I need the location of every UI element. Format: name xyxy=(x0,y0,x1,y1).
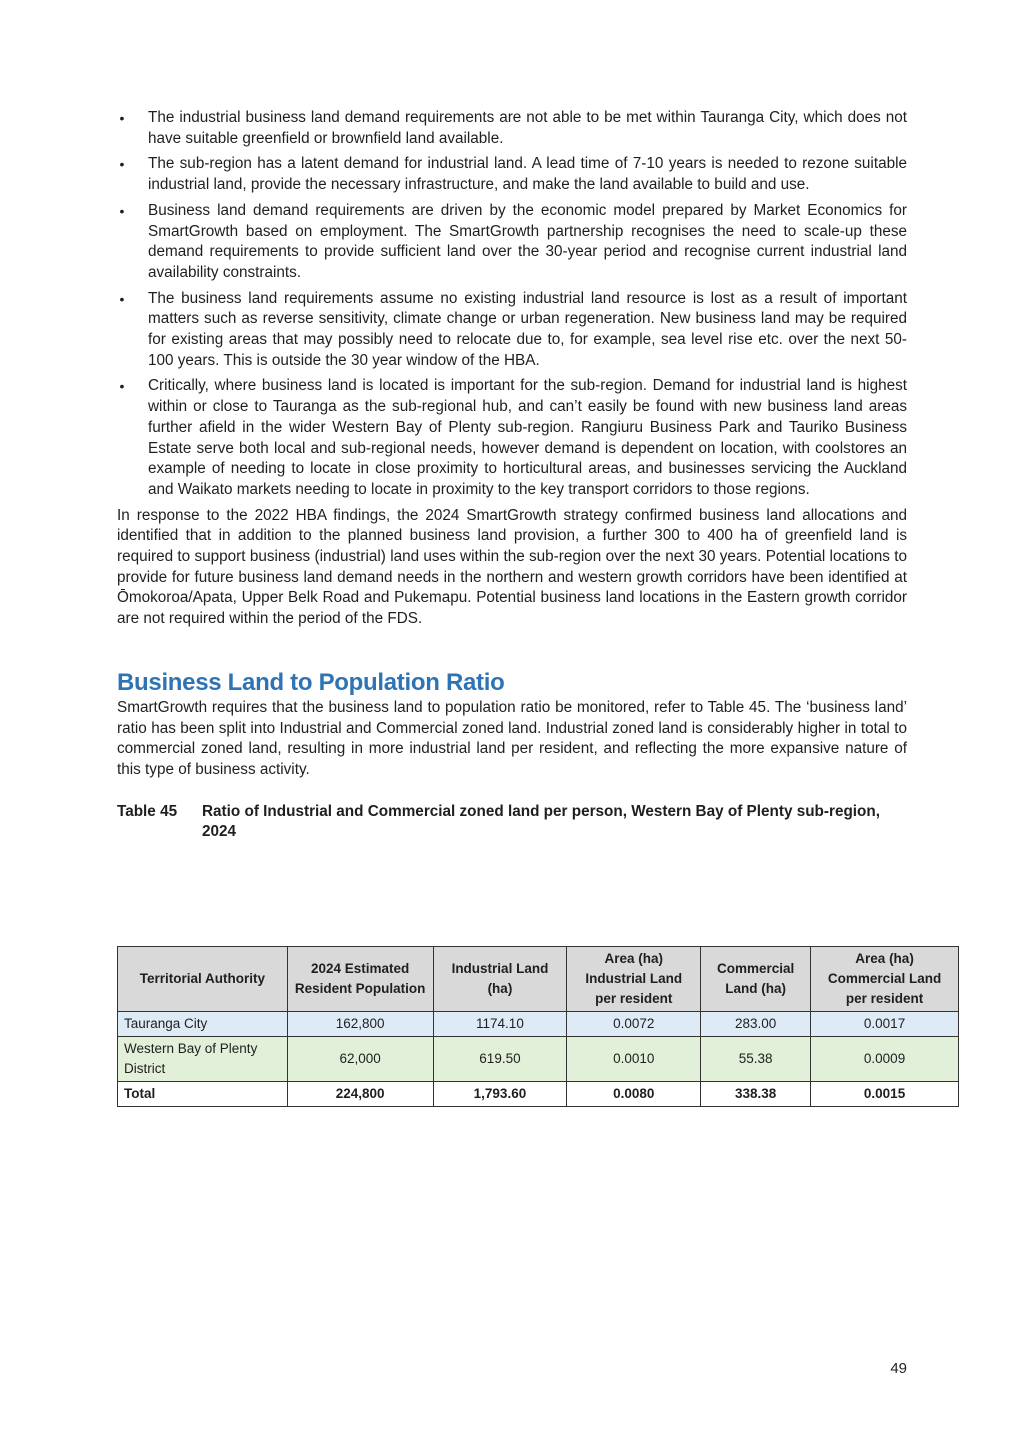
bullet-icon: • xyxy=(119,110,125,126)
bullet-icon: • xyxy=(119,156,125,173)
bullet-item xyxy=(117,154,907,195)
bullet-item xyxy=(117,201,907,284)
cell-commercial-land: 338.38 xyxy=(701,1082,811,1107)
bullet-text: The business land requirements assume no existing industrial land resource is lost as a result of important matters such as reverse sensitivity, climate change or urban regeneration. New business land may be required for existing areas that may possibly need to relocate due to, for example, sea level rise etc. over the next 50-100 years. This is outside the 30 year window of the HBA. xyxy=(148,289,907,369)
bullet-icon: • xyxy=(119,202,125,219)
bullet-text: The sub-region has a latent demand for industrial land. A lead time of 7-10 years is needed to rezone suitable industrial land, provide the necessary infrastructure, and make the land available to build and use. xyxy=(148,155,907,194)
table-header-row xyxy=(118,947,959,1012)
header-industrial-per-resident: Area (ha) Industrial Land per resident xyxy=(567,947,701,1012)
bullet-icon: • xyxy=(119,378,125,395)
cell-industrial-land: 1174.10 xyxy=(433,1012,567,1037)
cell-commercial-ratio: 0.0009 xyxy=(811,1037,959,1082)
body-paragraph: SmartGrowth requires that the business land to population ratio be monitored, refer to Table 45. The ‘business land’ ratio has been split into Industrial and Commercial zoned land. Industrial zoned land is considerably higher in total to commercial zoned land, resulting in more industrial land per resident, and reflecting the more expansive nature of this type of business activity. xyxy=(117,698,907,778)
land-ratio-table xyxy=(117,946,959,1107)
header-industrial-land: Industrial Land (ha) xyxy=(433,947,567,1012)
cell-population: 162,800 xyxy=(287,1012,433,1037)
bullet-list xyxy=(117,108,907,501)
cell-authority: Total xyxy=(118,1082,288,1107)
table-caption-title: Ratio of Industrial and Commercial zoned land per person, Western Bay of Plenty sub-region, 2024 xyxy=(202,802,880,840)
table-caption xyxy=(117,802,907,842)
bullet-text: Critically, where business land is located is important for the sub-region. Demand for industrial land is highest within or close to Tauranga as the sub-regional hub, and can’t easily be found with new business land areas further afield in the wider Western Bay of Plenty sub-region. Rangiuru Business Park and Tauriko Business Estate serve both local and sub-regional needs, however demand is dependent on location, with coolstores an example of needing to locate in close proximity to horticultural areas, and businesses servicing the Auckland and Waikato markets needing to locate in proximity to the key transport corridors to those regions. xyxy=(148,377,907,498)
cell-authority: Tauranga City xyxy=(118,1012,288,1037)
header-population: 2024 Estimated Resident Population xyxy=(287,947,433,1012)
page-content xyxy=(117,108,907,842)
cell-commercial-ratio: 0.0017 xyxy=(811,1012,959,1037)
cell-population: 62,000 xyxy=(287,1037,433,1082)
cell-industrial-land: 619.50 xyxy=(433,1037,567,1082)
table-row xyxy=(118,1037,959,1082)
bullet-item xyxy=(117,376,907,500)
cell-industrial-ratio: 0.0080 xyxy=(567,1082,701,1107)
table-total-row xyxy=(118,1082,959,1107)
cell-industrial-ratio: 0.0010 xyxy=(567,1037,701,1082)
cell-industrial-ratio: 0.0072 xyxy=(567,1012,701,1037)
bullet-item xyxy=(117,108,907,149)
cell-population: 224,800 xyxy=(287,1082,433,1107)
cell-commercial-land: 283.00 xyxy=(701,1012,811,1037)
body-paragraph: In response to the 2022 HBA findings, the 2024 SmartGrowth strategy confirmed business land allocations and identified that in addition to the planned business land provision, a further 300 to 400 ha of greenfield land is required to support business (industrial) land uses within the sub-region over the next 30 years. Potential locations to provide for future business land demand needs in the northern and western growth corridors have been identified at Ōmokoroa/Apata, Upper Belk Road and Pukemapu. Potential business land locations in the Eastern growth corridor are not required within the period of the FDS. xyxy=(117,506,907,628)
table-row xyxy=(118,1012,959,1037)
table-caption-number: Table 45 xyxy=(117,802,178,820)
bullet-icon: • xyxy=(119,290,125,307)
cell-commercial-land: 55.38 xyxy=(701,1037,811,1082)
header-commercial-per-resident: Area (ha) Commercial Land per resident xyxy=(811,947,959,1012)
header-commercial-land: Commercial Land (ha) xyxy=(701,947,811,1012)
cell-commercial-ratio: 0.0015 xyxy=(811,1082,959,1107)
bullet-text: The industrial business land demand requirements are not able to be met within Tauranga City, which does not have suitable greenfield or brownfield land available. xyxy=(148,109,907,147)
section-heading: Business Land to Population Ratio xyxy=(117,668,505,696)
cell-authority: Western Bay of Plenty District xyxy=(118,1037,288,1082)
page-number: 49 xyxy=(890,1360,907,1377)
header-territorial-authority: Territorial Authority xyxy=(118,947,288,1012)
bullet-text: Business land demand requirements are driven by the economic model prepared by Market Economics for SmartGrowth based on employment. The SmartGrowth partnership recognises the need to scale-up these demand requirements to provide sufficient land over the 30-year period and recognise current industrial land availability constraints. xyxy=(148,201,907,281)
cell-industrial-land: 1,793.60 xyxy=(433,1082,567,1107)
bullet-item xyxy=(117,289,907,372)
